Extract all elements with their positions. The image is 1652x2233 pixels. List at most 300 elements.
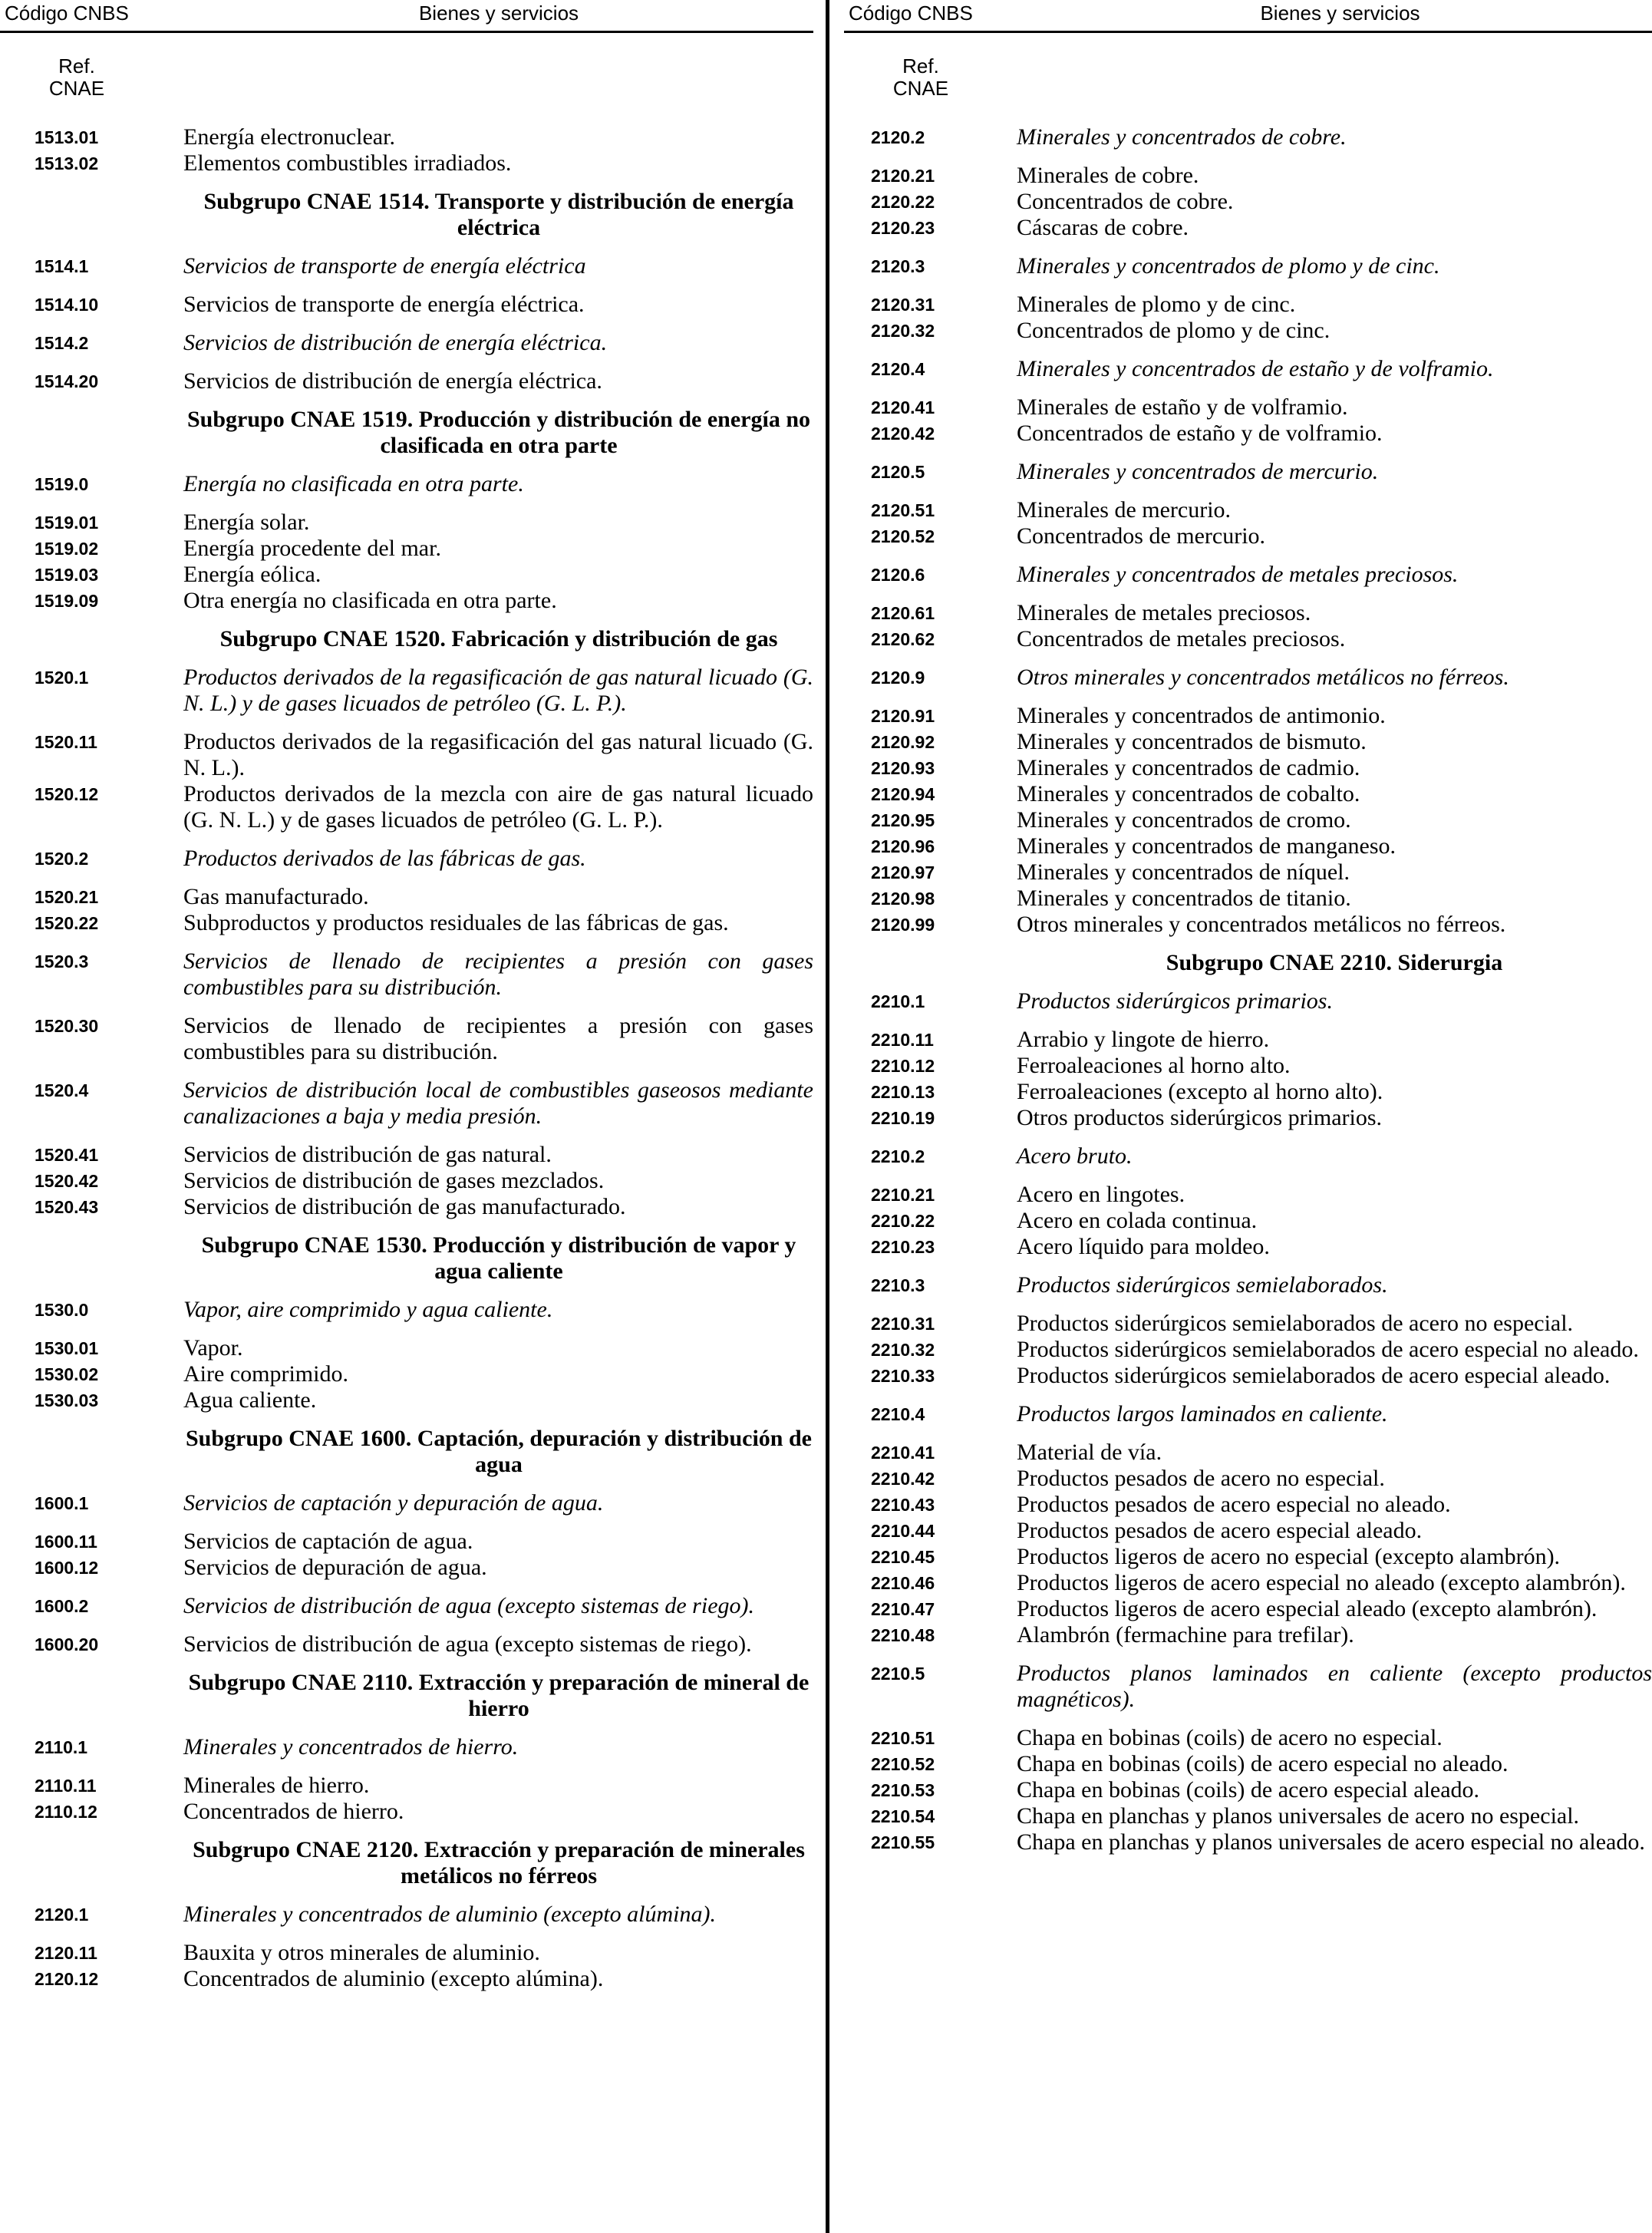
entry-description: Otros minerales y concentrados metálicos no férreos. bbox=[1017, 665, 1509, 690]
entry-row bbox=[844, 1661, 1652, 1713]
entry-description: Minerales de plomo y de cinc. bbox=[1017, 292, 1296, 317]
entry-code: 1600.2 bbox=[35, 1596, 89, 1616]
entry-description: Chapa en bobinas (coils) de acero no especial. bbox=[1017, 1725, 1443, 1750]
entry-description: Productos ligeros de acero especial no aleado (excepto alambrón). bbox=[1017, 1570, 1626, 1595]
entry-row bbox=[0, 1631, 813, 1657]
entry-code: 2120.41 bbox=[871, 397, 935, 417]
entry-description: Minerales de mercurio. bbox=[1017, 497, 1232, 523]
entry-code: 2210.1 bbox=[871, 991, 925, 1011]
entry-description: Minerales de hierro. bbox=[183, 1773, 370, 1798]
entry-code-cell bbox=[844, 1622, 1017, 1648]
entry-code-cell bbox=[844, 318, 1017, 344]
entry-description: Concentrados de metales preciosos. bbox=[1017, 626, 1346, 651]
subgroup-heading: Subgrupo CNAE 2210. Siderurgia bbox=[1166, 950, 1503, 975]
entry-description: Vapor, aire comprimido y agua caliente. bbox=[183, 1297, 553, 1322]
entry-row bbox=[844, 1518, 1652, 1544]
goods-header: Bienes y servicios bbox=[1260, 2, 1420, 25]
entry-description: Minerales y concentrados de hierro. bbox=[183, 1734, 519, 1760]
entry-description: Servicios de llenado de recipientes a presión con gases combustibles para su distribución. bbox=[183, 948, 813, 1000]
entry-code-cell bbox=[844, 497, 1017, 523]
entry-code-cell bbox=[844, 1570, 1017, 1596]
subgroup-heading: Subgrupo CNAE 1520. Fabricación y distribución de gas bbox=[219, 626, 778, 651]
entry-description: Minerales de estaño y de volframio. bbox=[1017, 394, 1348, 420]
entry-code: 2120.62 bbox=[871, 629, 935, 649]
entry-description: Concentrados de cobre. bbox=[1017, 189, 1234, 214]
entry-code: 2120.98 bbox=[871, 889, 935, 909]
entry-code-cell bbox=[844, 163, 1017, 189]
entry-row bbox=[844, 1777, 1652, 1803]
entry-code-cell bbox=[844, 1053, 1017, 1079]
entry-code-cell bbox=[844, 988, 1017, 1014]
entry-code: 2120.4 bbox=[871, 359, 925, 379]
entry-code: 2210.46 bbox=[871, 1573, 935, 1593]
column-header bbox=[0, 0, 813, 31]
column-divider bbox=[826, 0, 829, 2233]
entry-row bbox=[844, 1234, 1652, 1260]
entry-row bbox=[844, 1829, 1652, 1855]
entry-row bbox=[844, 292, 1652, 318]
entry-row bbox=[844, 215, 1652, 241]
entry-code: 2210.33 bbox=[871, 1366, 935, 1386]
entry-code-cell bbox=[844, 1518, 1017, 1544]
entry-code: 2120.31 bbox=[871, 295, 935, 315]
entry-description: Chapa en planchas y planos universales de acero especial no aleado. bbox=[1017, 1829, 1645, 1855]
entry-description: Subproductos y productos residuales de las fábricas de gas. bbox=[183, 910, 729, 935]
entry-description: Productos derivados de la regasificación de gas natural licuado (G. N. L.) y de gases licuados de petróleo (G. L. P.). bbox=[183, 665, 813, 716]
entry-code: 1520.12 bbox=[35, 784, 99, 804]
entry-code: 2210.42 bbox=[871, 1469, 935, 1489]
entry-code-cell bbox=[0, 1902, 180, 1928]
entry-row bbox=[844, 562, 1652, 588]
entry-code: 1600.12 bbox=[35, 1558, 99, 1578]
entry-code-cell bbox=[844, 755, 1017, 781]
entry-code-cell bbox=[844, 781, 1017, 807]
entry-description: Servicios de captación de agua. bbox=[183, 1529, 473, 1554]
entry-row bbox=[844, 1596, 1652, 1622]
entry-code: 2210.11 bbox=[871, 1030, 934, 1050]
entry-code-cell bbox=[844, 215, 1017, 241]
entry-code: 2210.12 bbox=[871, 1056, 935, 1076]
entry-code: 2120.12 bbox=[35, 1969, 99, 1989]
entry-code: 2210.22 bbox=[871, 1211, 935, 1231]
entry-code-cell bbox=[0, 948, 180, 975]
entry-code-cell bbox=[844, 1027, 1017, 1053]
entry-code: 1520.22 bbox=[35, 913, 99, 933]
entry-row bbox=[0, 1168, 813, 1194]
entry-description: Productos siderúrgicos semielaborados de acero especial no aleado. bbox=[1017, 1337, 1639, 1362]
entry-code-cell bbox=[844, 356, 1017, 382]
entry-description: Servicios de distribución de agua (excepto sistemas de riego). bbox=[183, 1593, 754, 1618]
entry-row bbox=[844, 1363, 1652, 1389]
entry-code-cell bbox=[844, 1596, 1017, 1622]
entry-code-cell bbox=[844, 1105, 1017, 1131]
entry-description: Productos siderúrgicos semielaborados. bbox=[1017, 1272, 1388, 1298]
entry-row bbox=[0, 729, 813, 781]
entry-description: Ferroaleaciones (excepto al horno alto). bbox=[1017, 1079, 1383, 1104]
entry-description: Productos siderúrgicos primarios. bbox=[1017, 988, 1333, 1014]
entry-code: 1514.20 bbox=[35, 371, 99, 391]
entry-code: 1514.1 bbox=[35, 256, 89, 276]
entry-code: 2120.42 bbox=[871, 424, 935, 444]
entry-row bbox=[844, 163, 1652, 189]
entry-description: Elementos combustibles irradiados. bbox=[183, 150, 512, 176]
entry-description: Chapa en planchas y planos universales de acero no especial. bbox=[1017, 1803, 1580, 1829]
code-header: Código CNBS bbox=[849, 2, 973, 25]
entry-code: 1520.30 bbox=[35, 1016, 99, 1036]
entry-description: Energía procedente del mar. bbox=[183, 536, 441, 561]
entry-row bbox=[0, 562, 813, 588]
entry-code: 1600.20 bbox=[35, 1634, 99, 1654]
entry-description: Productos siderúrgicos semielaborados de acero no especial. bbox=[1017, 1311, 1574, 1336]
entry-description: Minerales y concentrados de cobalto. bbox=[1017, 781, 1360, 806]
entry-code-cell bbox=[844, 253, 1017, 279]
entry-row bbox=[0, 471, 813, 497]
entry-code: 2210.45 bbox=[871, 1547, 935, 1567]
entry-row bbox=[0, 330, 813, 356]
entry-description: Minerales y concentrados de cadmio. bbox=[1017, 755, 1360, 780]
entry-code: 1530.01 bbox=[35, 1338, 99, 1358]
entry-code: 2120.21 bbox=[871, 166, 935, 186]
entry-row bbox=[0, 1077, 813, 1130]
entry-description: Minerales y concentrados de estaño y de volframio. bbox=[1017, 356, 1494, 381]
entry-code-cell bbox=[844, 189, 1017, 215]
entry-code: 2120.99 bbox=[871, 915, 935, 935]
entry-code: 1520.42 bbox=[35, 1171, 99, 1191]
entry-code: 1520.11 bbox=[35, 732, 97, 752]
entry-row bbox=[844, 394, 1652, 421]
entry-code-cell bbox=[844, 292, 1017, 318]
entry-row bbox=[844, 124, 1652, 150]
entry-description: Vapor. bbox=[183, 1335, 243, 1361]
entry-code-cell bbox=[844, 1466, 1017, 1492]
entry-description: Cáscaras de cobre. bbox=[1017, 215, 1189, 240]
subgroup-heading: Subgrupo CNAE 2110. Extracción y preparación de mineral de hierro bbox=[188, 1670, 810, 1721]
entry-code: 2120.96 bbox=[871, 836, 935, 856]
entry-code-cell bbox=[0, 1631, 180, 1657]
entry-code-cell bbox=[0, 1799, 180, 1825]
entry-code-cell bbox=[844, 912, 1017, 938]
entry-code: 2120.95 bbox=[871, 810, 935, 830]
entry-code-cell bbox=[844, 1311, 1017, 1337]
entry-description: Minerales de cobre. bbox=[1017, 163, 1199, 188]
entry-code: 2210.4 bbox=[871, 1404, 925, 1424]
entry-code-cell bbox=[844, 1440, 1017, 1466]
entry-code: 1520.41 bbox=[35, 1145, 99, 1165]
entry-code: 1520.21 bbox=[35, 887, 99, 907]
entry-row bbox=[0, 536, 813, 562]
entry-row bbox=[844, 1570, 1652, 1596]
entry-row bbox=[0, 150, 813, 176]
entry-description: Minerales y concentrados de níquel. bbox=[1017, 859, 1350, 885]
entry-row bbox=[0, 781, 813, 833]
entry-code-cell bbox=[844, 562, 1017, 588]
entry-description: Servicios de depuración de agua. bbox=[183, 1555, 487, 1580]
entry-row bbox=[844, 1053, 1652, 1079]
entry-description: Servicios de distribución de energía eléctrica. bbox=[183, 330, 608, 355]
entry-row bbox=[844, 497, 1652, 523]
entry-code-cell bbox=[0, 1387, 180, 1413]
entry-row bbox=[844, 781, 1652, 807]
entry-code: 2210.41 bbox=[871, 1443, 935, 1463]
entry-code-cell bbox=[0, 1013, 180, 1039]
entry-code: 2210.21 bbox=[871, 1185, 935, 1205]
entry-description: Minerales y concentrados de manganeso. bbox=[1017, 833, 1396, 859]
cnae-label: CNAE bbox=[48, 77, 105, 100]
entry-code: 2110.12 bbox=[35, 1802, 97, 1822]
entry-description: Concentrados de hierro. bbox=[183, 1799, 404, 1824]
entry-code-cell bbox=[844, 1337, 1017, 1363]
entry-description: Productos derivados de la regasificación del gas natural licuado (G. N. L.). bbox=[183, 729, 813, 780]
entry-code-cell bbox=[844, 807, 1017, 833]
entry-code-cell bbox=[844, 1272, 1017, 1298]
entry-code: 1514.2 bbox=[35, 333, 89, 353]
entry-row bbox=[844, 988, 1652, 1014]
entry-code-cell bbox=[0, 330, 180, 356]
entry-code: 2210.43 bbox=[871, 1495, 935, 1515]
entry-row bbox=[844, 912, 1652, 938]
entry-row bbox=[844, 1492, 1652, 1518]
ref-label: Ref. bbox=[58, 54, 95, 78]
entry-code: 2120.94 bbox=[871, 784, 935, 804]
entry-row bbox=[0, 1799, 813, 1825]
entry-code-cell bbox=[0, 1529, 180, 1555]
entry-code: 2120.3 bbox=[871, 256, 925, 276]
entry-code: 2120.61 bbox=[871, 603, 935, 623]
entry-code: 2210.2 bbox=[871, 1146, 925, 1166]
entry-row bbox=[844, 626, 1652, 652]
goods-header: Bienes y servicios bbox=[418, 2, 579, 25]
entry-row bbox=[0, 368, 813, 394]
entry-description: Servicios de distribución de energía eléctrica. bbox=[183, 368, 602, 394]
entry-row bbox=[844, 1337, 1652, 1363]
header-rule bbox=[844, 31, 1652, 33]
entry-description: Aire comprimido. bbox=[183, 1361, 348, 1387]
entry-row bbox=[0, 1966, 813, 1992]
entry-row bbox=[844, 1311, 1652, 1337]
entry-description: Minerales y concentrados de plomo y de cinc. bbox=[1017, 253, 1440, 279]
entry-code: 2210.53 bbox=[871, 1780, 935, 1800]
entry-code: 1513.01 bbox=[35, 127, 99, 147]
entry-code: 1520.1 bbox=[35, 668, 89, 688]
entry-description: Otros minerales y concentrados metálicos no férreos. bbox=[1017, 912, 1506, 937]
entry-code: 2120.51 bbox=[871, 500, 935, 520]
right-column bbox=[844, 0, 1652, 2233]
subgroup-heading: Subgrupo CNAE 1514. Transporte y distribución de energía eléctrica bbox=[203, 189, 794, 240]
entry-code-cell bbox=[844, 1492, 1017, 1518]
entry-code: 2120.9 bbox=[871, 668, 925, 688]
entry-code-cell bbox=[0, 1490, 180, 1516]
entry-code: 2120.6 bbox=[871, 565, 925, 585]
entry-row bbox=[0, 1490, 813, 1516]
entry-description: Energía electronuclear. bbox=[183, 124, 395, 150]
entry-row bbox=[844, 1544, 1652, 1570]
entry-code: 2210.52 bbox=[871, 1754, 935, 1774]
entry-code: 2120.93 bbox=[871, 758, 935, 778]
entry-description: Minerales y concentrados de titanio. bbox=[1017, 886, 1351, 911]
entry-code-cell bbox=[844, 1401, 1017, 1427]
entry-code: 2120.22 bbox=[871, 192, 935, 212]
entry-code-cell bbox=[844, 1725, 1017, 1751]
entry-code-cell bbox=[0, 1940, 180, 1966]
entry-row bbox=[0, 1387, 813, 1413]
entry-code: 2110.1 bbox=[35, 1737, 88, 1757]
entry-description: Acero bruto. bbox=[1017, 1143, 1133, 1169]
entry-row bbox=[844, 421, 1652, 447]
entry-row bbox=[0, 253, 813, 279]
entry-code: 2120.5 bbox=[871, 462, 925, 482]
entry-code: 1600.11 bbox=[35, 1532, 97, 1552]
entry-code: 1530.0 bbox=[35, 1300, 89, 1320]
entry-code: 2120.52 bbox=[871, 526, 935, 546]
entry-code-cell bbox=[844, 703, 1017, 729]
entry-code: 2210.31 bbox=[871, 1314, 935, 1334]
entry-code: 1520.2 bbox=[35, 849, 89, 869]
entry-description: Acero en colada continua. bbox=[1017, 1208, 1258, 1233]
entry-code-cell bbox=[0, 471, 180, 497]
ref-cnae-label bbox=[844, 55, 997, 100]
entry-description: Alambrón (fermachine para trefilar). bbox=[1017, 1622, 1354, 1648]
entry-code-cell bbox=[0, 1168, 180, 1194]
entry-description: Servicios de captación y depuración de agua. bbox=[183, 1490, 604, 1516]
entry-code-cell bbox=[844, 600, 1017, 626]
entry-code-cell bbox=[0, 124, 180, 150]
entry-description: Otros productos siderúrgicos primarios. bbox=[1017, 1105, 1383, 1130]
entry-row bbox=[0, 846, 813, 872]
entry-code-cell bbox=[844, 1777, 1017, 1803]
entry-description: Servicios de distribución de gas natural. bbox=[183, 1142, 552, 1167]
entry-code-cell bbox=[0, 1734, 180, 1760]
entry-description: Servicios de distribución local de combustibles gaseosos mediante canalizaciones a baja y media presión. bbox=[183, 1077, 813, 1129]
entry-row bbox=[0, 1529, 813, 1555]
entry-code: 2210.19 bbox=[871, 1108, 935, 1128]
entry-code-cell bbox=[844, 1363, 1017, 1389]
entry-code-cell bbox=[0, 1194, 180, 1220]
entry-code-cell bbox=[0, 536, 180, 562]
entry-code-cell bbox=[844, 1751, 1017, 1777]
entry-code: 2210.47 bbox=[871, 1599, 935, 1619]
entry-row bbox=[0, 1335, 813, 1361]
entry-code-cell bbox=[844, 1079, 1017, 1105]
entry-code: 2210.51 bbox=[871, 1728, 935, 1748]
entry-row bbox=[0, 1773, 813, 1799]
entry-description: Servicios de transporte de energía eléctrica bbox=[183, 253, 586, 279]
entry-row bbox=[0, 1902, 813, 1928]
entry-code: 1600.1 bbox=[35, 1493, 89, 1513]
entry-code: 2120.1 bbox=[35, 1905, 89, 1925]
entry-description: Productos siderúrgicos semielaborados de acero especial aleado. bbox=[1017, 1363, 1611, 1388]
entry-description: Productos planos laminados en caliente (excepto productos magnéticos). bbox=[1017, 1661, 1652, 1712]
entry-row bbox=[844, 600, 1652, 626]
entry-row bbox=[0, 1297, 813, 1323]
entry-code-cell bbox=[844, 1829, 1017, 1855]
entry-row bbox=[844, 1208, 1652, 1234]
entry-row bbox=[0, 910, 813, 936]
entry-code: 2120.92 bbox=[871, 732, 935, 752]
entry-description: Otra energía no clasificada en otra parte. bbox=[183, 588, 557, 613]
entry-code-cell bbox=[844, 859, 1017, 886]
entry-code-cell bbox=[844, 459, 1017, 485]
entry-code: 2210.13 bbox=[871, 1082, 935, 1102]
entry-row bbox=[844, 1143, 1652, 1169]
entry-row bbox=[844, 703, 1652, 729]
entry-description: Minerales y concentrados de aluminio (excepto alúmina). bbox=[183, 1902, 716, 1927]
entry-description: Servicios de transporte de energía eléctrica. bbox=[183, 292, 585, 317]
entry-description: Servicios de distribución de agua (excepto sistemas de riego). bbox=[183, 1631, 752, 1657]
entry-code: 2210.32 bbox=[871, 1340, 935, 1360]
subgroup-heading: Subgrupo CNAE 1530. Producción y distribución de vapor y agua caliente bbox=[201, 1232, 796, 1284]
entry-description: Productos pesados de acero especial aleado. bbox=[1017, 1518, 1423, 1543]
entry-code-cell bbox=[0, 588, 180, 614]
entry-row bbox=[844, 318, 1652, 344]
entries-list bbox=[844, 55, 1652, 1855]
entry-row bbox=[844, 253, 1652, 279]
entry-code-cell bbox=[844, 124, 1017, 150]
entry-row bbox=[0, 1194, 813, 1220]
entry-code-cell bbox=[0, 368, 180, 394]
entry-code-cell bbox=[0, 781, 180, 807]
entry-row bbox=[844, 459, 1652, 485]
entry-code-cell bbox=[0, 1593, 180, 1619]
entry-description: Concentrados de plomo y de cinc. bbox=[1017, 318, 1331, 343]
entry-code: 1520.4 bbox=[35, 1080, 89, 1100]
entry-code-cell bbox=[0, 1361, 180, 1387]
entry-code: 1519.01 bbox=[35, 513, 99, 533]
entry-code-cell bbox=[0, 562, 180, 588]
entry-description: Productos pesados de acero especial no aleado. bbox=[1017, 1492, 1451, 1517]
entry-row bbox=[844, 356, 1652, 382]
entry-code: 1519.03 bbox=[35, 565, 99, 585]
entry-code-cell bbox=[0, 1773, 180, 1799]
entry-row bbox=[844, 1466, 1652, 1492]
entry-description: Servicios de distribución de gas manufacturado. bbox=[183, 1194, 626, 1219]
entry-code-cell bbox=[0, 884, 180, 910]
entry-code: 2120.11 bbox=[35, 1943, 97, 1963]
entry-row bbox=[0, 124, 813, 150]
entry-row bbox=[0, 1555, 813, 1581]
entry-description: Concentrados de mercurio. bbox=[1017, 523, 1266, 549]
entry-description: Energía eólica. bbox=[183, 562, 321, 587]
subgroup-heading: Subgrupo CNAE 1600. Captación, depuración y distribución de agua bbox=[186, 1426, 812, 1477]
entry-code: 2210.48 bbox=[871, 1625, 935, 1645]
entry-code-cell bbox=[0, 292, 180, 318]
header-rule bbox=[0, 31, 813, 33]
entry-description: Bauxita y otros minerales de aluminio. bbox=[183, 1940, 540, 1965]
entry-code: 2120.2 bbox=[871, 127, 925, 147]
entry-row bbox=[0, 1013, 813, 1065]
entry-description: Productos ligeros de acero especial aleado (excepto alambrón). bbox=[1017, 1596, 1598, 1621]
entry-code-cell bbox=[844, 1661, 1017, 1687]
entry-code-cell bbox=[0, 1555, 180, 1581]
entry-row bbox=[0, 1142, 813, 1168]
subgroup-heading: Subgrupo CNAE 1519. Producción y distribución de energía no clasificada en otra parte bbox=[186, 407, 811, 458]
entry-code-cell bbox=[844, 1234, 1017, 1260]
entry-code-cell bbox=[0, 1966, 180, 1992]
entry-code-cell bbox=[0, 510, 180, 536]
entry-description: Minerales y concentrados de cobre. bbox=[1017, 124, 1347, 150]
entry-code-cell bbox=[844, 1182, 1017, 1208]
entry-row bbox=[0, 1361, 813, 1387]
entry-row bbox=[844, 1079, 1652, 1105]
entry-row bbox=[844, 1751, 1652, 1777]
entry-description: Acero líquido para moldeo. bbox=[1017, 1234, 1270, 1259]
code-header: Código CNBS bbox=[5, 2, 129, 25]
entry-row bbox=[844, 1725, 1652, 1751]
entry-description: Productos largos laminados en caliente. bbox=[1017, 1401, 1388, 1427]
entry-code-cell bbox=[0, 1297, 180, 1323]
entry-code: 2210.3 bbox=[871, 1275, 925, 1295]
entry-description: Minerales y concentrados de cromo. bbox=[1017, 807, 1351, 833]
entry-code-cell bbox=[844, 729, 1017, 755]
